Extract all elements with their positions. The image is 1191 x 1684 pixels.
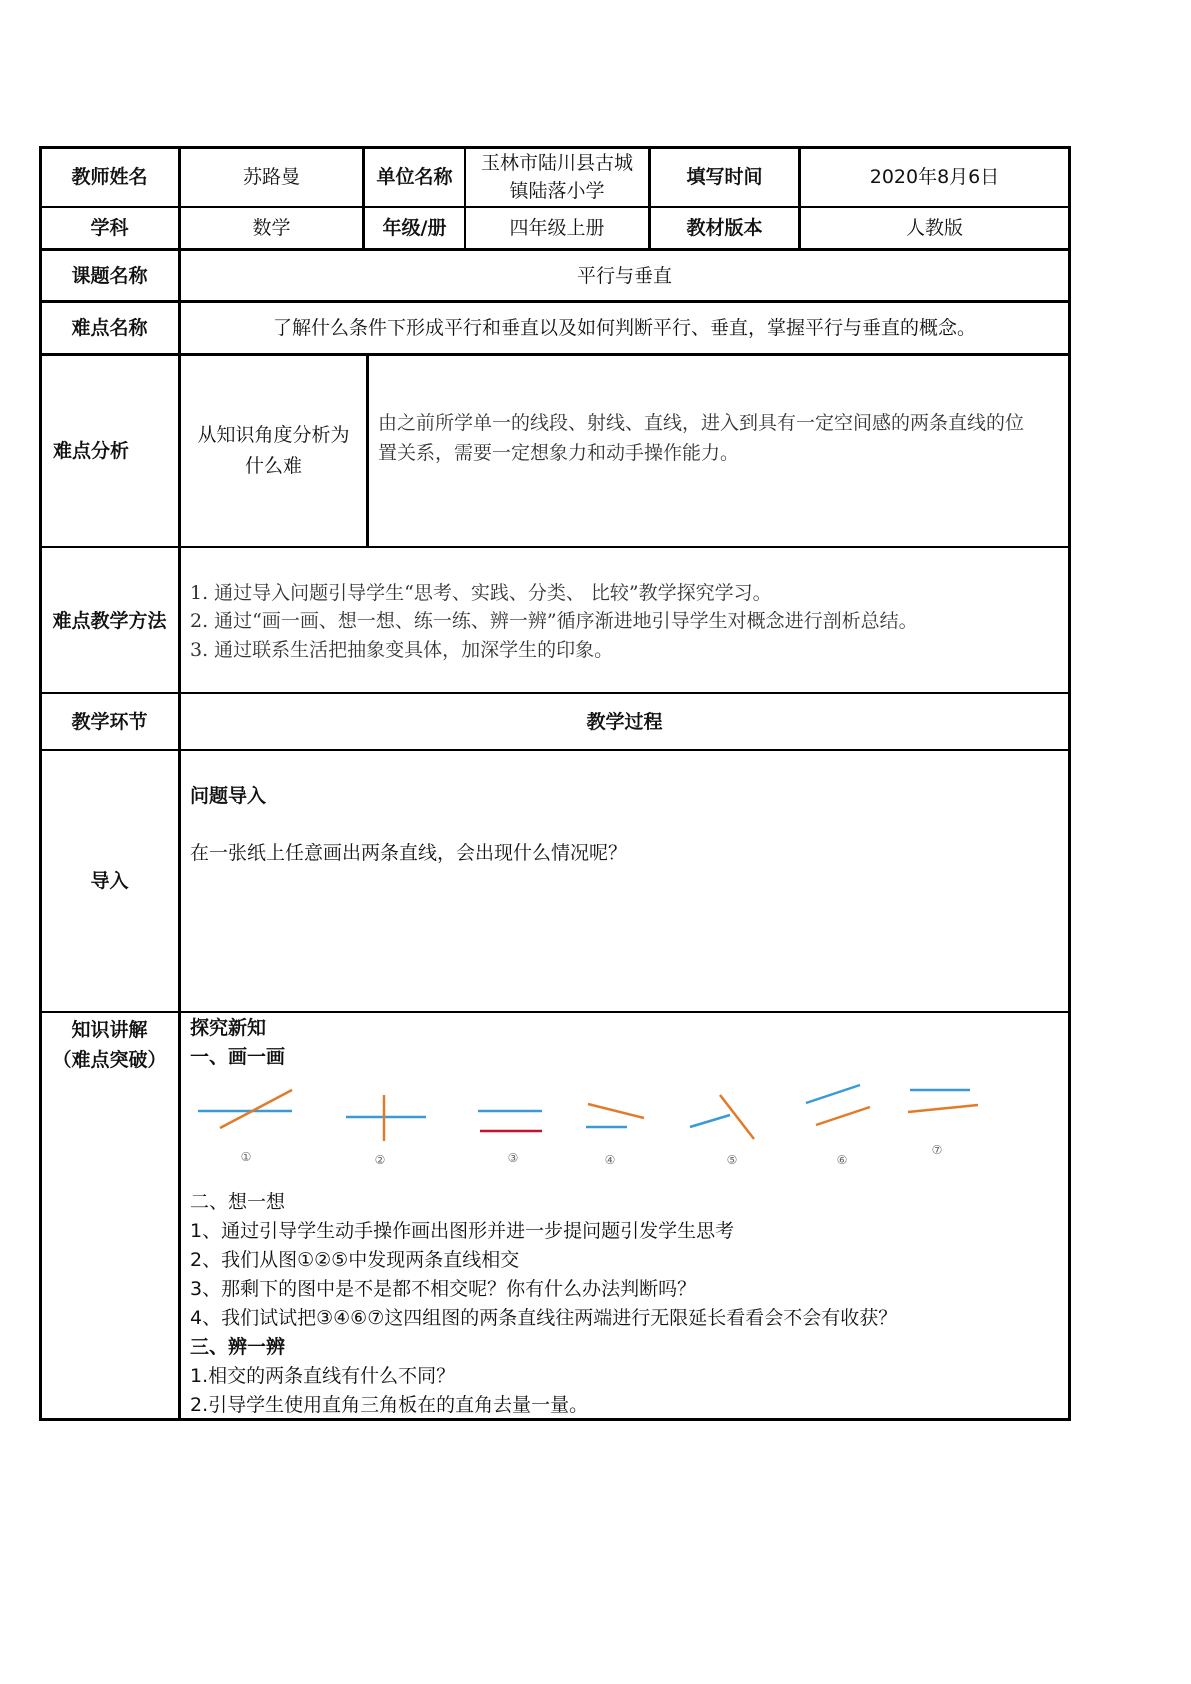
- teacher-value: 苏路曼: [242, 166, 300, 188]
- subject-label: 学科: [90, 217, 129, 239]
- methods-item-2: 2. 通过“画一画、想一想、练一练、辨一辨”循序渐进地引导学生对概念进行剖析总结。: [190, 610, 918, 632]
- difficulty-value: 了解什么条件下形成平行和垂直以及如何判断平行、垂直，掌握平行与垂直的概念。: [272, 317, 976, 339]
- think-item-1: 1、通过引导学生动手操作画出图形并进一步提问题引发学生思考: [190, 1220, 735, 1242]
- process-value: 教学过程: [586, 710, 663, 733]
- analysis-sub-label-line1: 从知识角度分析为: [197, 424, 350, 446]
- intro-heading: 问题导入: [190, 785, 267, 807]
- edition-label: 教材版本: [686, 217, 763, 239]
- figure-7-orange-line: [908, 1105, 978, 1112]
- figure-6-orange-line: [816, 1107, 870, 1125]
- distinguish-item-2: 2.引导学生使用直角三角板在的直角去量一量。: [190, 1394, 589, 1416]
- knowledge-label-line1: 知识讲解: [71, 1019, 148, 1041]
- figure-5-blue-line: [690, 1115, 730, 1127]
- figure-label-6: ⑥: [836, 1153, 848, 1167]
- analysis-text-line1: 由之前所学单一的线段、射线、直线，进入到具有一定空间感的两条直线的位: [378, 412, 1025, 434]
- topic-value: 平行与垂直: [576, 264, 672, 287]
- figure-label-2: ②: [374, 1153, 386, 1167]
- date-label: 填写时间: [686, 166, 763, 188]
- figure-6-blue-line: [806, 1085, 860, 1103]
- distinguish-heading: 三、辨一辨: [190, 1336, 286, 1358]
- draw-heading: 一、画一画: [190, 1046, 286, 1068]
- subject-value: 数学: [252, 217, 291, 239]
- unit-value-line1: 玉林市陆川县古城: [480, 152, 633, 174]
- figure-label-7: ⑦: [931, 1143, 943, 1157]
- intro-question: 在一张纸上任意画出两条直线，会出现什么情况呢？: [190, 842, 628, 864]
- think-heading: 二、想一想: [190, 1191, 286, 1213]
- unit-label: 单位名称: [376, 166, 453, 188]
- teacher-label: 教师姓名: [71, 166, 148, 188]
- think-item-2: 2、我们从图①②⑤中发现两条直线相交: [190, 1249, 520, 1271]
- grade-label: 年级/册: [382, 217, 447, 239]
- analysis-label: 难点分析: [52, 440, 129, 462]
- intro-label: 导入: [90, 870, 129, 892]
- figure-label-1: ①: [240, 1150, 252, 1164]
- analysis-sub-label-line2: 什么难: [244, 455, 302, 477]
- line-pairs-figure: [190, 1075, 990, 1175]
- edition-value: 人教版: [905, 217, 963, 239]
- topic-label: 课题名称: [71, 264, 148, 287]
- figure-label-3: ③: [507, 1151, 519, 1165]
- knowledge-heading: 探究新知: [190, 1017, 267, 1039]
- distinguish-item-1: 1.相交的两条直线有什么不同？: [190, 1365, 456, 1387]
- analysis-sub-label: [181, 356, 366, 546]
- figure-label-4: ④: [604, 1153, 616, 1167]
- unit-value-line2: 镇陆落小学: [509, 180, 605, 202]
- date-value: 2020年8月6日: [869, 166, 1000, 188]
- figure-4-orange-line: [588, 1104, 644, 1118]
- methods-item-1: 1. 通过导入问题引导学生“思考、实践、分类、 比较”教学探究学习。: [190, 582, 772, 604]
- knowledge-label-line2: （难点突破）: [52, 1049, 167, 1071]
- knowledge-label: [41, 1014, 178, 1076]
- unit-value: [466, 148, 648, 206]
- grade-value: 四年级上册: [509, 217, 605, 239]
- difficulty-label: 难点名称: [71, 317, 148, 339]
- figure-label-5: ⑤: [726, 1153, 738, 1167]
- methods-item-3: 3. 通过联系生活把抽象变具体，加深学生的印象。: [190, 639, 614, 661]
- think-item-3: 3、那剩下的图中是不是都不相交呢？你有什么办法判断吗？: [190, 1278, 697, 1300]
- process-label: 教学环节: [71, 710, 148, 733]
- analysis-text-line2: 置关系，需要一定想象力和动手操作能力。: [378, 442, 740, 464]
- methods-label: 难点教学方法: [52, 609, 167, 632]
- figure-1-orange-line: [220, 1090, 292, 1128]
- think-item-4: 4、我们试试把③④⑥⑦这四组图的两条直线往两端进行无限延长看看会不会有收获？: [190, 1307, 898, 1329]
